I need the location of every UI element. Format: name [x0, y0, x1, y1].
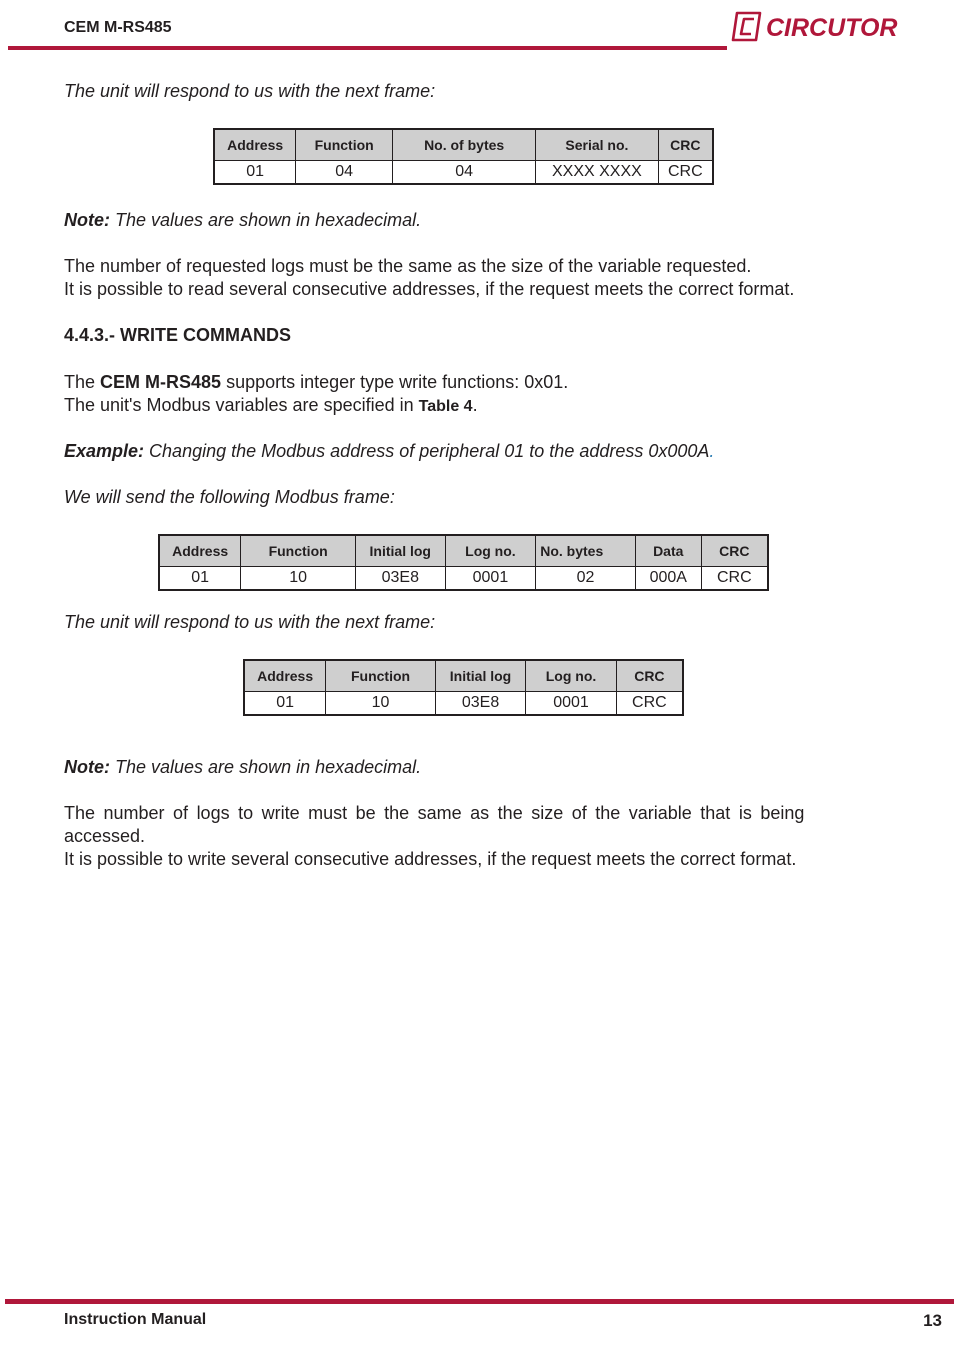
read-paragraph: [64, 255, 894, 301]
table-header-cell: Function: [241, 535, 356, 567]
table-cell: 01: [244, 692, 326, 716]
table-cell: 10: [241, 567, 356, 591]
table-header-cell: Function: [326, 660, 436, 692]
header-rule: [8, 46, 727, 50]
page-number: 13: [923, 1311, 942, 1330]
table-cell: 10: [326, 692, 436, 716]
table-header-cell: Data: [635, 535, 701, 567]
text-span: .: [472, 395, 478, 415]
respond-intro-1: The unit will respond to us with the next frame:: [64, 81, 436, 101]
table-cell: 0001: [526, 692, 616, 716]
footer-rule: [5, 1299, 954, 1304]
send-intro: We will send the following Modbus frame:: [64, 487, 395, 507]
table-cell: 0001: [445, 567, 536, 591]
paragraph-line: accessed.: [64, 826, 146, 846]
table-cell: 03E8: [435, 692, 526, 716]
respond-intro-2: The unit will respond to us with the next frame:: [64, 612, 436, 632]
paragraph-line: It is possible to read several consecutive addresses, if the request meets the correct format.: [64, 279, 795, 299]
table-cell: XXXX XXXX: [536, 161, 658, 185]
request-frame-table: [158, 534, 769, 591]
paragraph-line: The number of logs to write must be the same as the size of the variable that is being: [64, 803, 805, 823]
table-header-cell: Log no.: [526, 660, 616, 692]
paragraph-line: [64, 394, 864, 418]
paragraph-line: The number of requested logs must be the same as the size of the variable requested.: [64, 256, 752, 276]
response-frame-table-1: [213, 128, 714, 185]
table-header-row: [214, 129, 713, 161]
text-span: supports integer type write functions: 0x01.: [221, 372, 569, 392]
table-row: [214, 161, 713, 185]
table-row: [159, 567, 768, 591]
write-logs-paragraph: [64, 802, 864, 871]
table-cell: CRC: [701, 567, 768, 591]
table-header-cell: No. of bytes: [393, 129, 536, 161]
example-line: [64, 440, 864, 463]
note-label: Note:: [64, 757, 110, 777]
table-header-cell: Log no.: [445, 535, 536, 567]
table-reference-link[interactable]: Table 4: [418, 398, 473, 415]
text-span: The unit's Modbus variables are specified in: [64, 395, 419, 415]
table-cell: 04: [393, 161, 536, 185]
table-cell: 03E8: [355, 567, 445, 591]
circutor-logo: [730, 10, 908, 44]
table-header-row: [159, 535, 768, 567]
table-cell: 01: [214, 161, 296, 185]
note-text: The values are shown in hexadecimal.: [110, 210, 422, 230]
table-header-row: [244, 660, 683, 692]
table-header-cell: Initial log: [355, 535, 445, 567]
example-dot: .: [709, 441, 715, 461]
table-header-cell: No. bytes: [536, 535, 636, 567]
paragraph-line: [64, 371, 864, 394]
table-cell: 01: [159, 567, 241, 591]
table-header-cell: CRC: [616, 660, 683, 692]
footer-manual-label: Instruction Manual: [64, 1311, 207, 1328]
table-header-cell: CRC: [701, 535, 768, 567]
response-frame-table-2: [243, 659, 684, 716]
table-header-cell: Address: [159, 535, 241, 567]
table-cell: CRC: [658, 161, 713, 185]
note-label: Note:: [64, 210, 110, 230]
table-header-cell: Address: [214, 129, 296, 161]
table-cell: 000A: [635, 567, 701, 591]
table-header-cell: Address: [244, 660, 326, 692]
paragraph-line: It is possible to write several consecutive addresses, if the request meets the correct format.: [64, 849, 797, 869]
note-2: [64, 756, 864, 779]
table-header-cell: Initial log: [435, 660, 526, 692]
table-cell: 02: [536, 567, 636, 591]
brand-text: CIRCUTOR: [766, 14, 898, 42]
table-row: [244, 692, 683, 716]
product-name: CEM M-RS485: [100, 372, 222, 392]
note-text: The values are shown in hexadecimal.: [110, 757, 422, 777]
text-span: The: [64, 372, 101, 392]
table-cell: CRC: [616, 692, 683, 716]
section-heading: 4.4.3.- WRITE COMMANDS: [64, 325, 292, 345]
note-1: [64, 209, 864, 232]
table-header-cell: Function: [296, 129, 393, 161]
write-paragraph: [64, 371, 864, 418]
table-header-cell: CRC: [658, 129, 713, 161]
document-title: CEM M-RS485: [64, 19, 172, 36]
table-cell: 04: [296, 161, 393, 185]
example-text: Changing the Modbus address of peripheral 01 to the address 0x000A: [144, 441, 710, 461]
example-label: Example:: [64, 441, 145, 461]
table-header-cell: Serial no.: [536, 129, 658, 161]
